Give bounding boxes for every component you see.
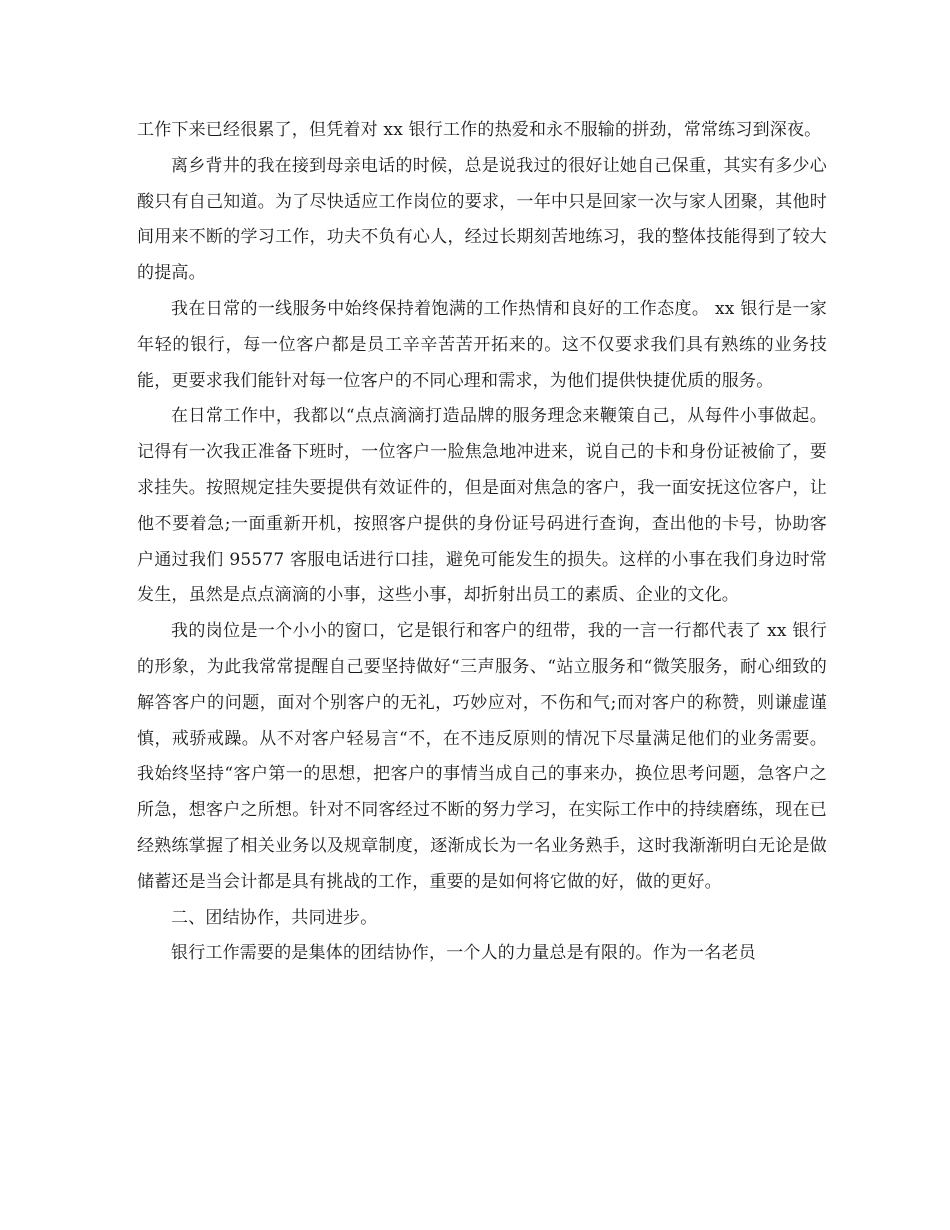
document-body — [137, 113, 827, 972]
paragraph-service-attitude: 我在日常的一线服务中始终保持着饱满的工作热情和良好的工作态度。 xx 银行是一家年轻的银行，每一位客户都是员工辛辛苦苦开拓来的。这不仅要求我们具有熟练的业务技能，更要求我们能针对每一位客户的不同心理和需求，为他们提供快捷优质的服务。 — [137, 298, 827, 391]
paragraph-homesick: 离乡背井的我在接到母亲电话的时候，总是说我过的很好让她自己保重，其实有多少心酸只有自己知道。为了尽快适应工作岗位的要求，一年中只是回家一次与家人团聚，其他时间用来不断的学习工作，功夫不负有心人，经过长期刻苦地练习，我的整体技能得到了较大的提高。 — [137, 155, 827, 284]
section-heading-teamwork: 二、团结协作，共同进步。 — [171, 907, 378, 928]
paragraph-window-post: 我的岗位是一个小小的窗口，它是银行和客户的纽带，我的一言一行都代表了 xx 银行的形象，为此我常常提醒自己要坚持做好“三声服务、“站立服务和“微笑服务，耐心细致的解答客户的问题，面对个别客户的无礼，巧妙应对，不伤和气;而对客户的称赞，则谦虚谨慎，戒骄戒躁。从不对客户轻易言“不，在不违反原则的情况下尽量满足他们的业务需要。我始终坚持“客户第一的思想，把客户的事情当成自己的事来办，换位思考问题，急客户之所急，想客户之所想。针对不同客经过不断的努力学习，在实际工作中的持续磨练，现在已经熟练掌握了相关业务以及规章制度，逐渐成长为一名业务熟手，这时我渐渐明白无论是做储蓄还是当会计都是具有挑战的工作，重要的是如何将它做的好，做的更好。 — [137, 621, 827, 892]
paragraph-continuation: 工作下来已经很累了，但凭着对 xx 银行工作的热爱和永不服输的拼劲，常常练习到深夜。 — [137, 120, 822, 140]
paragraph-daily-work: 在日常工作中，我都以“点点滴滴打造品牌的服务理念来鞭策自己，从每件小事做起。记得有一次我正准备下班时，一位客户一脸焦急地冲进来，说自己的卡和身份证被偷了，要求挂失。按照规定挂失要提供有效证件的，但是面对焦急的客户，我一面安抚这位客户，让他不要着急;一面重新开机，按照客户提供的身份证号码进行查询，查出他的卡号，协助客户通过我们 95577 客服电话进行口挂，避免可能发生的损失。这样的小事在我们身边时常发生，虽然是点点滴滴的小事，这些小事，却折射出员工的素质、企业的文化。 — [137, 406, 827, 606]
paragraph-teamwork: 银行工作需要的是集体的团结协作，一个人的力量总是有限的。作为一名老员 — [171, 943, 756, 964]
